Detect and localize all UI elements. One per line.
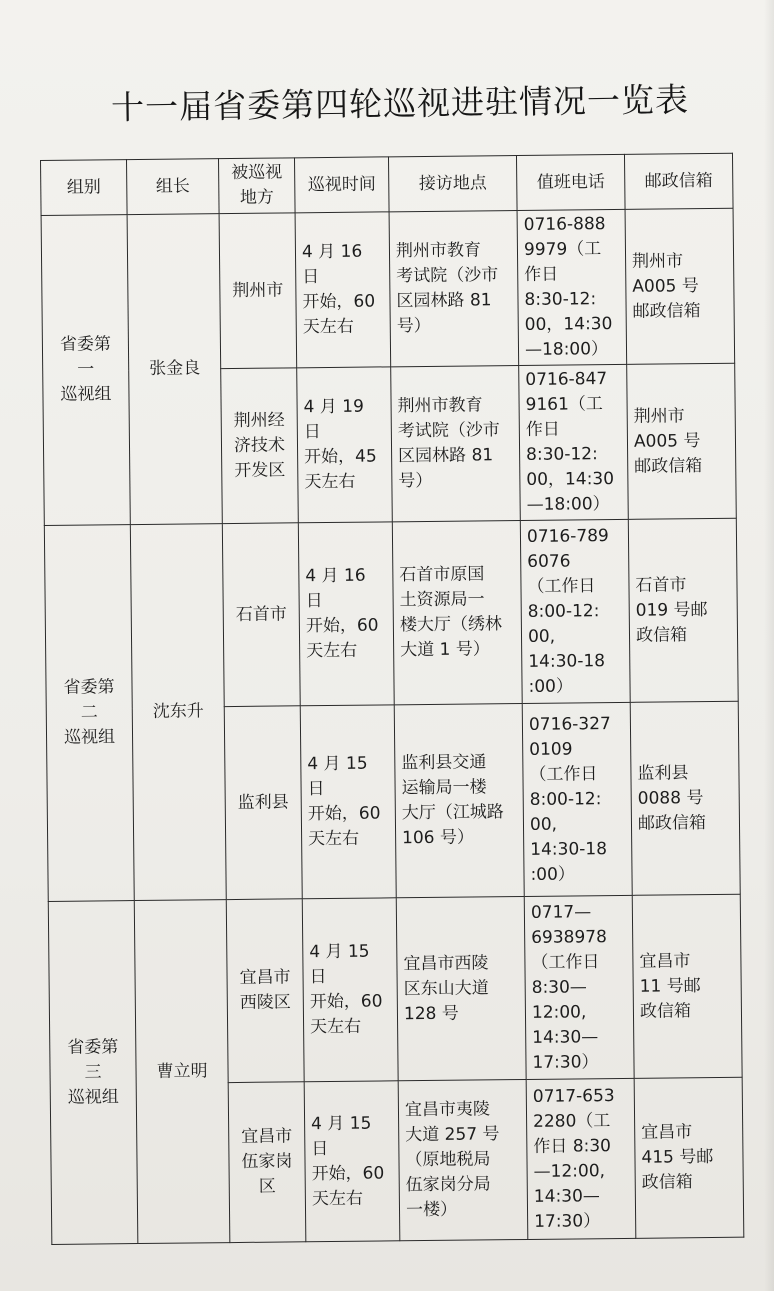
duty-phone: 0716-327 0109 （工作日 8:00-12: 00, 14:30-18 :00） — [522, 702, 632, 896]
inspection-time: 4 月 15 日 开始，60 天左右 — [302, 898, 398, 1082]
table-row — [41, 208, 735, 370]
visit-address: 宜昌市夷陵 大道 257 号 （原地税局 伍家岗分局 一楼） — [398, 1079, 528, 1240]
inspected-place: 荆州经 济技术 开发区 — [221, 368, 299, 524]
inspected-place: 荆州市 — [219, 213, 297, 369]
inspection-time: 4 月 19 日 开始，45 天左右 — [297, 367, 393, 523]
inspected-place: 宜昌市 西陵区 — [226, 899, 304, 1083]
group-leader: 沈东升 — [130, 524, 226, 901]
inspection-time: 4 月 16 日 开始，60 天左右 — [298, 522, 394, 706]
duty-phone: 0717— 6938978 （工作日 8:30— 12:00, 14:30— 17:30） — [524, 895, 634, 1079]
duty-phone: 0716-888 9979（工 作日 8:30-12: 00，14:30 —18:00） — [517, 209, 627, 365]
duty-phone: 0716-789 6076 （工作日 8:00-12: 00, 14:30-18 :00） — [520, 519, 630, 703]
visit-address: 宜昌市西陵 区东山大道 128 号 — [396, 896, 526, 1080]
inspection-table — [40, 153, 744, 1245]
header-mailbox: 邮政信箱 — [624, 153, 733, 209]
header-time: 巡视时间 — [294, 157, 389, 213]
visit-address: 监利县交通 运输局一楼 大厅（江城路 106 号） — [394, 703, 524, 897]
header-leader: 组长 — [127, 159, 220, 215]
header-address: 接访地点 — [388, 156, 517, 212]
visit-address: 石首市原国 土资源局一 楼大厅（绣林 大道 1 号） — [392, 520, 522, 704]
group-name: 省委第 一 巡视组 — [41, 215, 130, 526]
inspection-time: 4 月 15 日 开始，60 天左右 — [304, 1081, 400, 1242]
header-group: 组别 — [41, 160, 128, 216]
postal-mailbox: 宜昌市 415 号邮 政信箱 — [634, 1077, 744, 1238]
inspection-time: 4 月 15 日 开始，60 天左右 — [300, 705, 396, 899]
page-edge-shadow — [764, 0, 774, 1291]
group-leader: 张金良 — [127, 214, 222, 525]
header-phone: 值班电话 — [516, 154, 625, 210]
duty-phone: 0716-847 9161（工 作日 8:30-12: 00，14:30 —18:00） — [519, 364, 629, 520]
group-name: 省委第 三 巡视组 — [48, 901, 138, 1245]
table-row — [48, 894, 742, 1084]
document-title: 十一届省委第四轮巡视进驻情况一览表 — [110, 79, 690, 128]
duty-phone: 0717-653 2280（工 作日 8:30 —12:00, 14:30— 17:30） — [526, 1078, 636, 1239]
visit-address: 荆州市教育 考试院（沙市 区园林路 81 号） — [389, 211, 519, 367]
inspected-place: 宜昌市 伍家岗 区 — [228, 1082, 306, 1243]
postal-mailbox: 荆州市 A005 号 邮政信箱 — [627, 363, 737, 519]
visit-address: 荆州市教育 考试院（沙市 区园林路 81 号） — [391, 365, 521, 521]
postal-mailbox: 石首市 019 号邮 政信箱 — [628, 518, 738, 702]
postal-mailbox: 荆州市 A005 号 邮政信箱 — [625, 208, 735, 364]
postal-mailbox: 宜昌市 11 号邮 政信箱 — [632, 894, 742, 1078]
table-row — [44, 518, 738, 708]
group-name: 省委第 二 巡视组 — [44, 525, 134, 902]
inspection-time: 4 月 16 日 开始，60 天左右 — [295, 212, 391, 368]
postal-mailbox: 监利县 0088 号 邮政信箱 — [630, 701, 740, 895]
inspected-place: 石首市 — [222, 523, 300, 707]
inspected-place: 监利县 — [224, 706, 302, 900]
header-place: 被巡视 地方 — [218, 158, 295, 214]
table-header-row — [41, 153, 734, 215]
group-leader: 曹立明 — [134, 900, 230, 1244]
